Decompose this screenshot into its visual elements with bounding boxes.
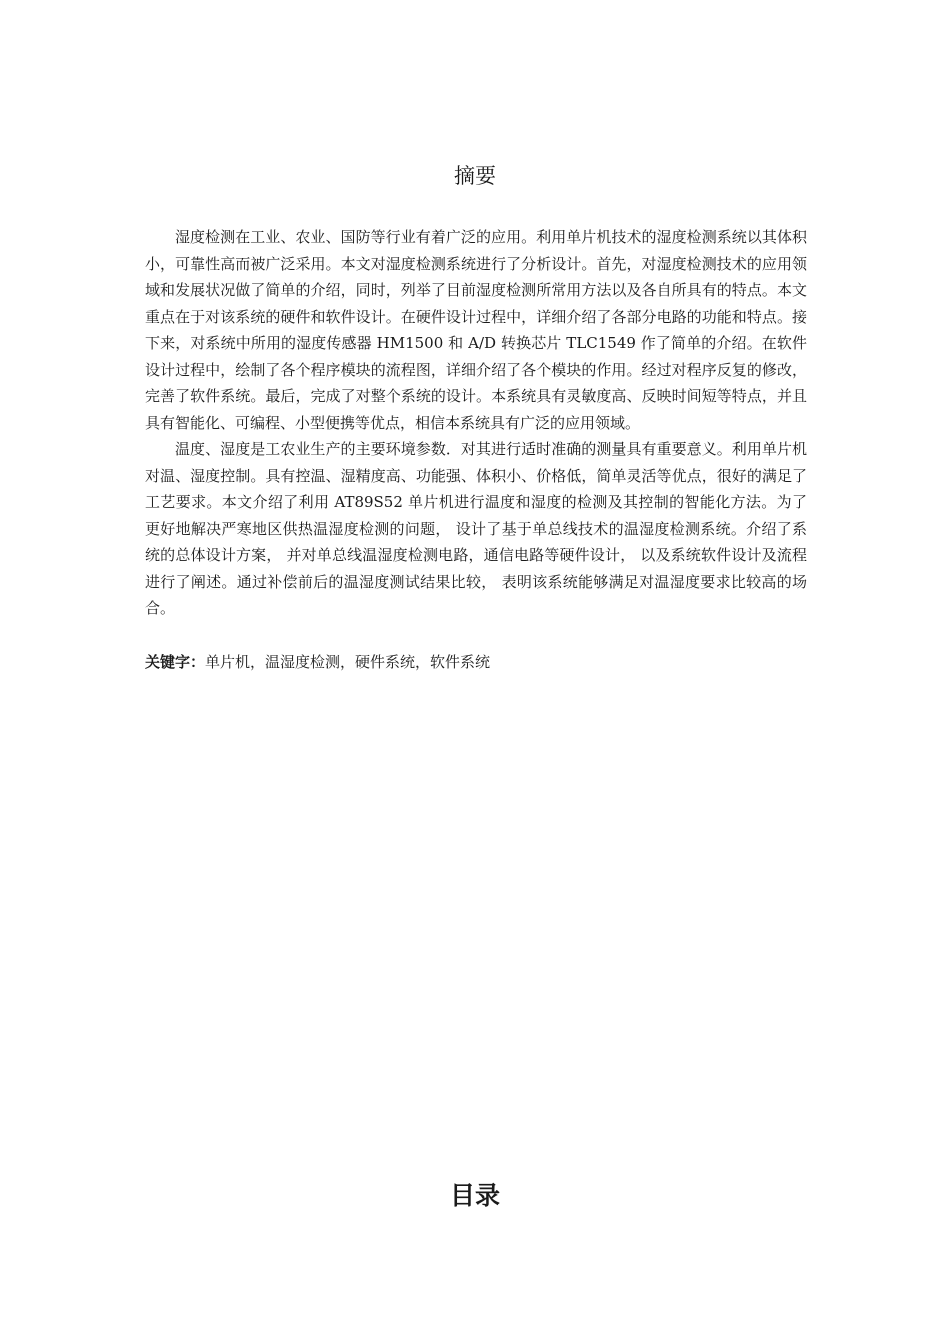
- abstract-paragraph-2: 温度、湿度是工农业生产的主要环境参数．对其进行适时准确的测量具有重要意义。利用单片机对温、湿度控制。具有控温、湿精度高、功能强、体积小、价格低，简单灵活等优点，很好的满足了工艺要求。本文介绍了利用 AT89S52 单片机进行温度和湿度的检测及其控制的智能化方法。为了更好地解决严寒地区供热温湿度检测的问题， 设计了基于单总线技术的温湿度检测系统。介绍了系统的总体设计方案， 并对单总线温湿度检测电路，通信电路等硬件设计， 以及系统软件设计及流程进行了阐述。通过补偿前后的温湿度测试结果比较， 表明该系统能够满足对温湿度要求比较高的场合。: [145, 440, 807, 617]
- keywords-value: 单片机，温湿度检测，硬件系统，软件系统: [205, 653, 491, 671]
- abstract-title: 摘要: [454, 164, 496, 188]
- keywords-line: [145, 649, 807, 675]
- keywords-label: 关键字：: [145, 653, 206, 671]
- abstract-body: [145, 224, 807, 622]
- toc-title: 目录: [449, 1181, 500, 1210]
- abstract-paragraph-1: 湿度检测在工业、农业、国防等行业有着广泛的应用。利用单片机技术的湿度检测系统以其体积小，可靠性高而被广泛采用。本文对湿度检测系统进行了分析设计。首先，对湿度检测技术的应用领域和发展状况做了简单的介绍，同时，列举了目前湿度检测所常用方法以及各自所具有的特点。本文重点在于对该系统的硬件和软件设计。在硬件设计过程中，详细介绍了各部分电路的功能和特点。接下来，对系统中所用的湿度传感器 HM1500 和 A/D 转换芯片 TLC1549 作了简单的介绍。在软件设计过程中，绘制了各个程序模块的流程图，详细介绍了各个模块的作用。经过对程序反复的修改，完善了软件系统。最后，完成了对整个系统的设计。本系统具有灵敏度高、反映时间短等特点，并且具有智能化、可编程、小型便携等优点，相信本系统具有广泛的应用领域。: [145, 228, 807, 432]
